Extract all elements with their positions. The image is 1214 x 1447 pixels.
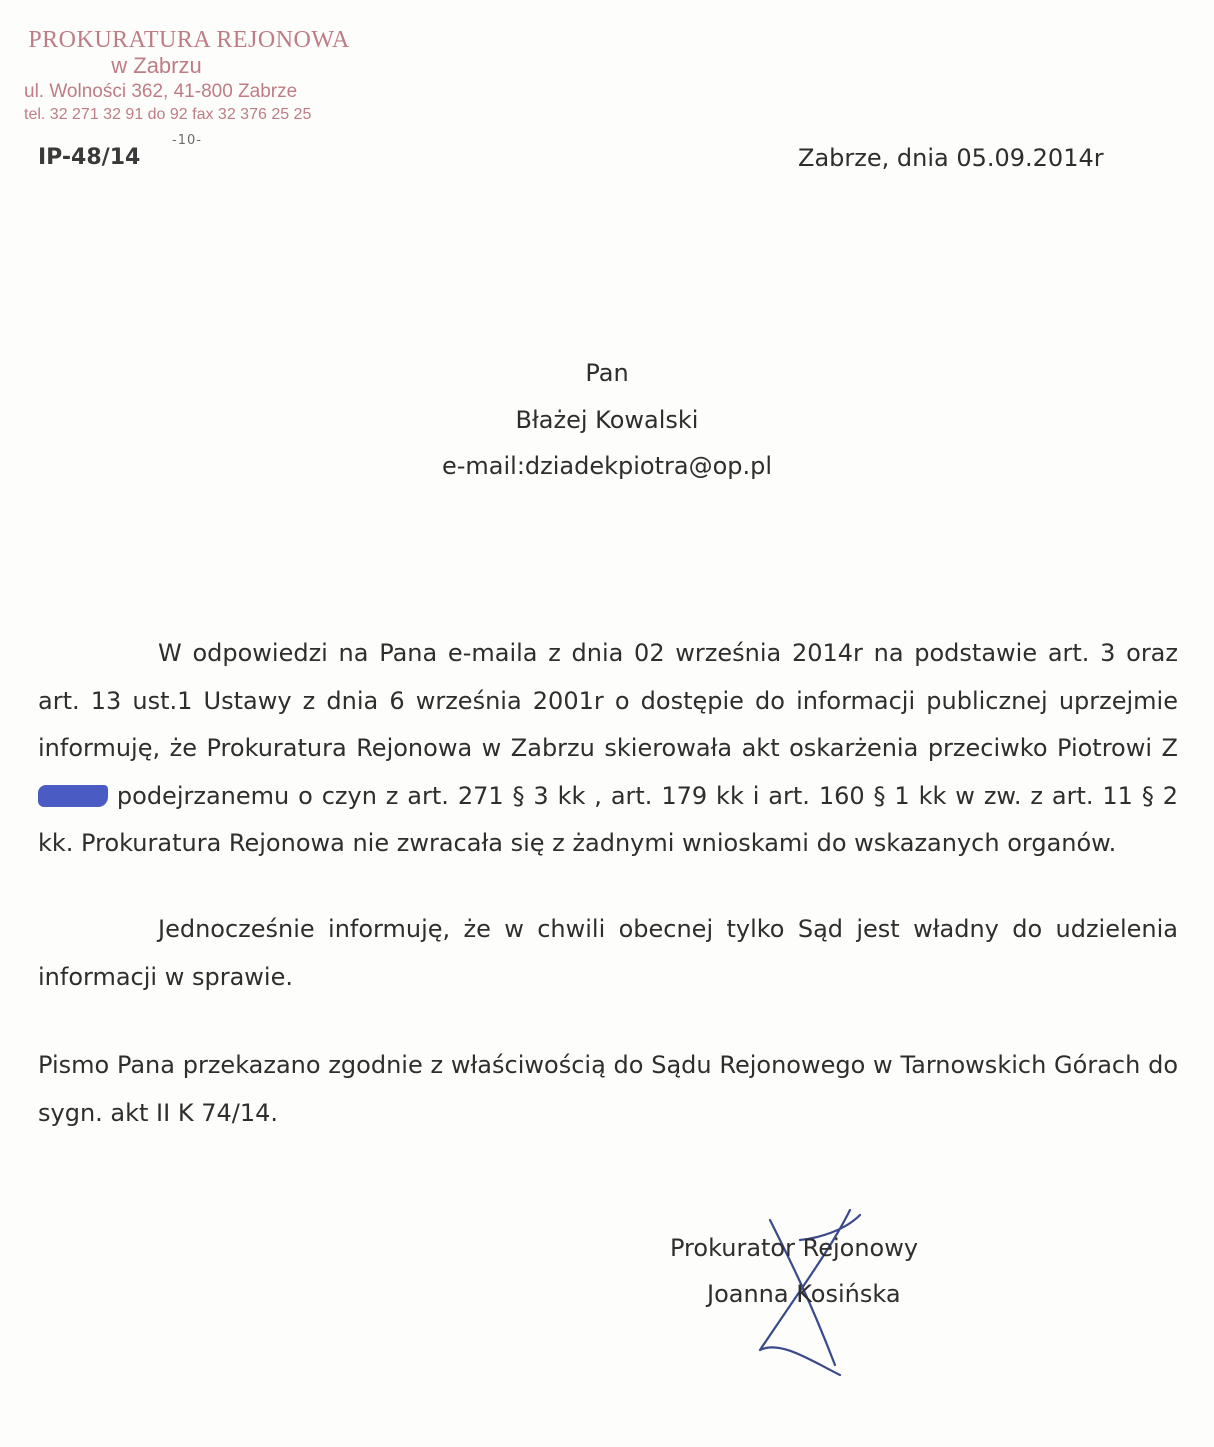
paragraph-1-text-start: W odpowiedzi na Pana e-maila z dnia 02 września 2014r na podstawie art. 3 oraz art. 13 ust.1 Ustawy z dnia 6 września 2001r o dostępie do informacji publicznej uprzejmie informuję, że Prokuratura Rejonowa w Zabrzu skierowała akt oskarżenia przeciwko Piotrowi Z xyxy=(38,639,1178,762)
reference-number: IP-48/14 xyxy=(38,145,141,170)
stamp-number: -10- xyxy=(172,133,202,148)
body-paragraph-3 xyxy=(38,1042,1178,1137)
recipient-email: e-mail:dziadekpiotra@op.pl xyxy=(441,452,773,480)
office-stamp xyxy=(24,26,364,125)
stamp-address: ul. Wolności 362, 41-800 Zabrze xyxy=(24,81,298,102)
stamp-city: w Zabrzu xyxy=(111,53,202,78)
paragraph-3-text: Pismo Pana przekazano zgodnie z właściwością do Sądu Rejonowego w Tarnowskich Górach do sygn. akt II K 74/14. xyxy=(38,1051,1178,1127)
place-date: Zabrze, dnia 05.09.2014r xyxy=(798,144,1104,172)
paragraph-2-text: Jednocześnie informuję, że w chwili obecnej tylko Sąd jest władny do udzielenia informacji w sprawie. xyxy=(38,915,1178,991)
body-paragraph-2 xyxy=(38,906,1178,1001)
stamp-phone: tel. 32 271 32 91 do 92 fax 32 376 25 25 xyxy=(24,106,312,123)
body-paragraph-1 xyxy=(38,630,1178,868)
recipient-name: Błażej Kowalski xyxy=(515,406,699,434)
signatory-name: Joanna Kosińska xyxy=(707,1280,901,1308)
stamp-office-name: PROKURATURA REJONOWA xyxy=(28,27,350,53)
signatory-title: Prokurator Rejonowy xyxy=(670,1234,919,1262)
paragraph-1-text-end: podejrzanemu o czyn z art. 271 § 3 kk , art. 179 kk i art. 160 § 1 kk w zw. z art. 11 § 2 kk. Prokuratura Rejonowa nie zwracała się z żadnymi wnioskami do wskazanych organów. xyxy=(38,781,1178,857)
recipient-salutation: Pan xyxy=(585,359,629,387)
redaction-mark xyxy=(38,785,108,807)
